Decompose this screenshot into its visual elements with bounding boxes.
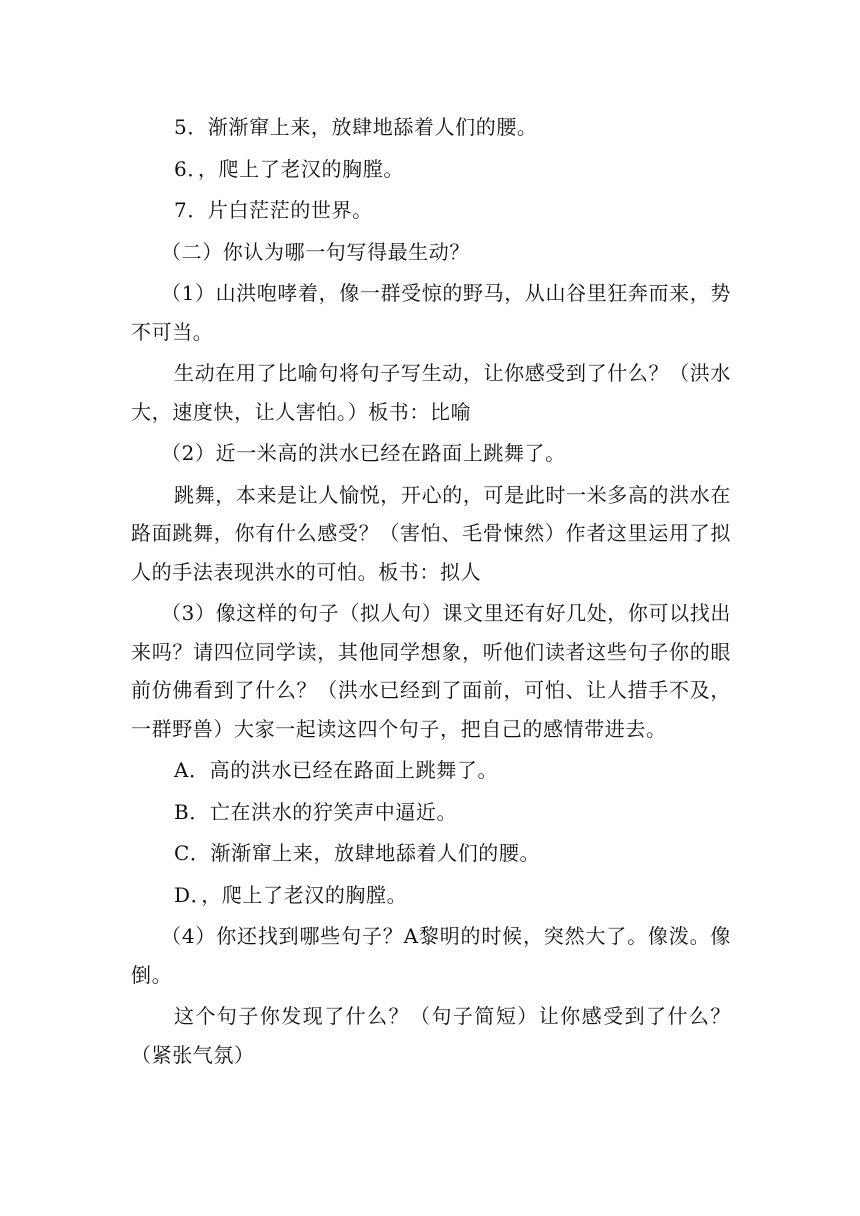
paragraph-question-1: （1）山洪咆哮着，像一群受惊的野马，从山谷里狂奔而来，势不可当。 — [131, 281, 731, 344]
paragraph-item-6: 6．，爬上了老汉的胸膛。 — [174, 156, 404, 181]
paragraph-analysis-1: 生动在用了比喻句将句子写生动，让你感受到了什么？（洪水大，速度快，让人害怕。）板书：比喻 — [131, 361, 731, 424]
paragraph-item-5: 5．渐渐窜上来，放肆地舔着人们的腰。 — [174, 115, 538, 139]
paragraph-question-3: （3）像这样的句子（拟人句）课文里还有好几处，你可以找出来吗？请四位同学读，其他同学想象，听他们读者这些句子你的眼前仿佛看到了什么？（洪水已经到了面前，可怕、让人措手不及，一群野兽）大家一起读这四个句子，把自己的感情带进去。 — [131, 601, 731, 741]
paragraph-analysis-2: 跳舞，本来是让人愉悦，开心的，可是此时一米多高的洪水在路面跳舞，你有什么感受？（害怕、毛骨悚然）作者这里运用了拟人的手法表现洪水的可怕。板书：拟人 — [131, 482, 731, 584]
list-item-c: C．渐渐窜上来，放肆地舔着人们的腰。 — [174, 841, 541, 865]
paragraph-question-2: （2）近一米高的洪水已经在路面上跳舞了。 — [161, 441, 566, 465]
paragraph-question-4: （4）你还找到哪些句子？A黎明的时候，突然大了。像泼。像倒。 — [131, 924, 731, 987]
list-item-a: A．高的洪水已经在路面上跳舞了。 — [174, 758, 499, 782]
document-body — [131, 108, 731, 1074]
list-item-d: D．，爬上了老汉的胸膛。 — [174, 882, 408, 907]
paragraph-item-7: 7．片白茫茫的世界。 — [174, 198, 373, 222]
paragraph-analysis-4: 这个句子你发现了什么？（句子简短）让你感受到了什么？（紧张气氛） — [131, 1004, 731, 1067]
section-heading-2: （二）你认为哪一句写得最生动？ — [161, 239, 470, 264]
list-item-b: B．亡在洪水的狞笑声中逼近。 — [174, 799, 458, 824]
